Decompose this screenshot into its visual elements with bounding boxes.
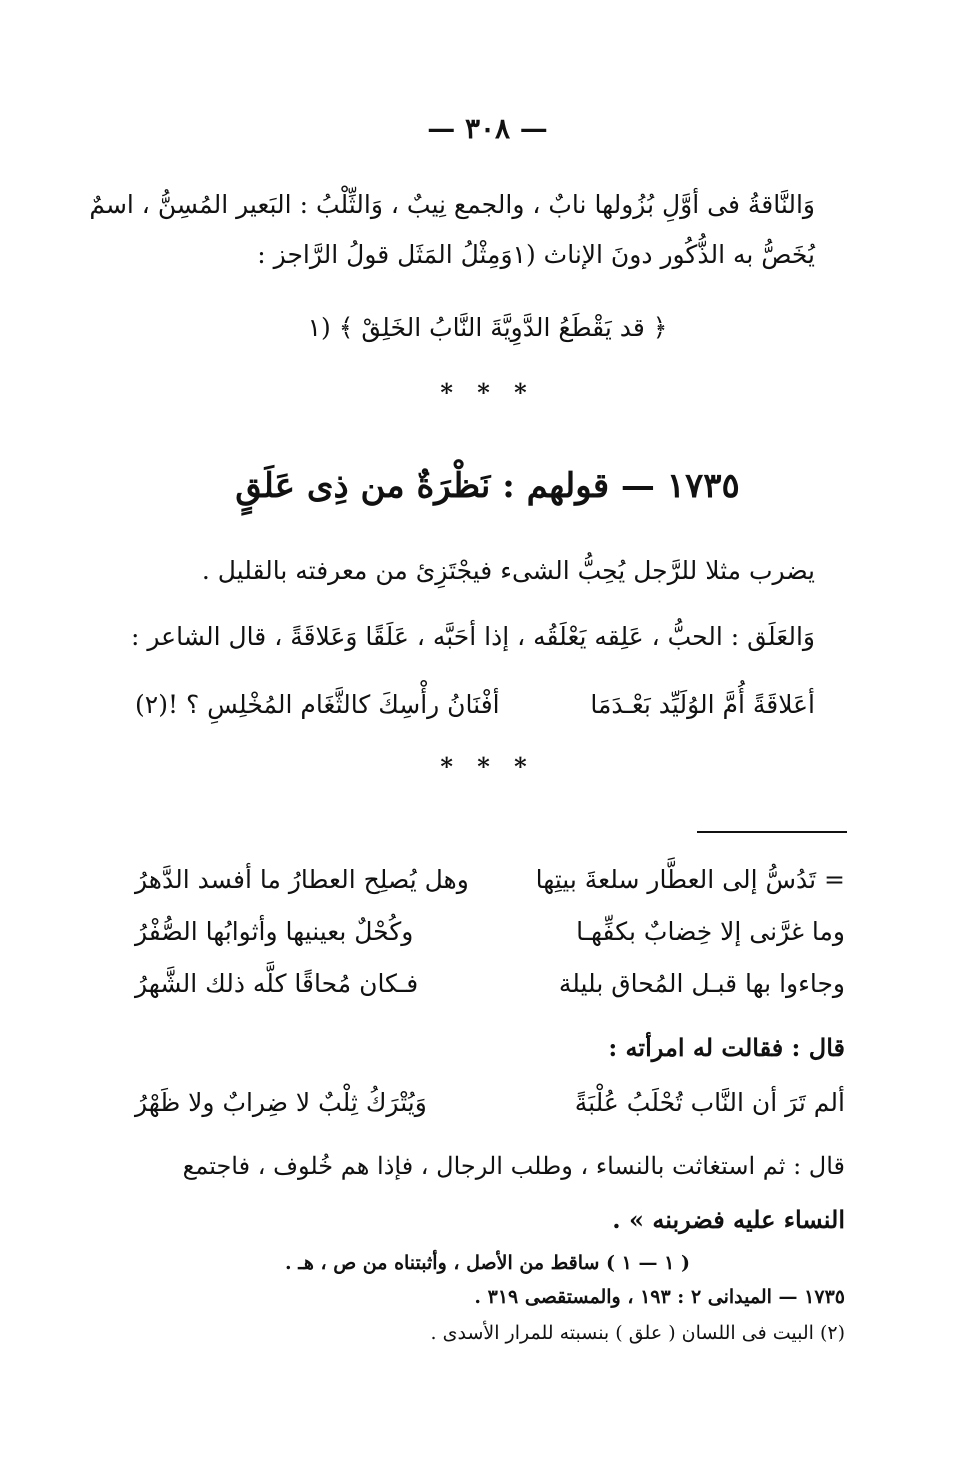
body-line-2: وَالعَلَق : الحبُّ ، عَلِقه يَعْلَقُه ، إذا أحَبَّه ، عَلَقًا وَعَلاقَةً ، قال الشاعر : <box>131 622 815 651</box>
footnote-verse-1-second: وهل يُصلِح العطارُ ما أفسد الدَّهرُ <box>135 865 469 894</box>
verse-second-hemistich: أفْنَانُ رأْسِكَ كالثَّغَام المُخْلِسِ ؟ !(٢) <box>135 690 500 719</box>
footnote-verse-1 <box>135 865 845 915</box>
footnote-verse-4 <box>135 1088 845 1138</box>
proverb-heading: ١٧٣٥ — قولهم : نَظْرَةٌ من ذِى عَلَقٍ <box>235 466 740 506</box>
verse-first-hemistich: أعَلاقَةً أُمَّ الوُلَيِّد بَعْـدَمَا <box>590 690 815 719</box>
footnote-verse-3-second: فـكان مُحاقًا كلَّه ذلك الشَّهرُ <box>135 969 419 998</box>
footnote-verse-2 <box>135 917 845 967</box>
footnote-verse-4-first: ألم تَرَ أن النَّاب تُحْلَبُ عُلْبَةً <box>574 1088 845 1117</box>
footnote-verse-3 <box>135 969 845 1019</box>
rajaz-verse: ﴿ قد يَقْطَعُ الدَّوِيَّةَ النَّابُ الخَلِقْ ﴾ (١ <box>307 313 668 342</box>
body-line-1: يضرب مثلا للرَّجل يُحِبُّ الشىء فيجْتَزِئ من معرفته بالقليل . <box>201 556 815 585</box>
footnote-line-2: قال : ثم استغاثت بالنساء ، وطلب الرجال ، فإذا هم خُلوف ، فاجتمع <box>182 1152 845 1180</box>
footnote-verse-2-first: وما غرَّنى إلا خِضابٌ بكفِّهـا <box>576 917 845 946</box>
note-2: ١٧٣٥ — الميدانى ٢ : ١٩٣ ، والمستقصى ٣١٩ . <box>474 1286 845 1308</box>
footnote-verse-3-first: وجاءوا بها قبـل المُحاق بليلة <box>558 969 845 998</box>
section-separator-1: * * * <box>440 378 535 407</box>
note-1: ( ١ — ١ ) ساقط من الأصل ، وأثبتناه من ص ، هـ . <box>285 1252 690 1274</box>
section-separator-2: * * * <box>440 752 535 781</box>
intro-line-1: وَالنَّاقةُ فى أوَّلِ بُزُولها نابٌ ، والجمع نِيبٌ ، وَالثِّلْبُ : البَعير المُسِنُّ ، اسمٌ <box>89 190 815 219</box>
intro-line-2: يُخَصُّ به الذُّكُور دونَ الإناث (١وَمِثْلُ المَثَل قولُ الرَّاجز : <box>257 240 815 269</box>
note-3: (٢) البيت فى اللسان ( علق ) بنسبته للمرار الأسدى . <box>430 1322 845 1344</box>
footnote-verse-2-second: وكُحْلٌ بعينيها وأثوابُها الصُّفْرُ <box>135 917 414 946</box>
poet-verse <box>135 690 815 734</box>
footnote-line-1: قال : فقالت له امرأته : <box>608 1033 845 1062</box>
footnote-divider <box>697 831 847 833</box>
footnote-verse-4-second: وَيُتْرَكُ ثِلْبٌ لا ضِرابٌ ولا ظَهْرُ <box>135 1088 427 1117</box>
page-number: — ٣٠٨ — <box>427 112 548 145</box>
footnote-verse-1-first: = تَدُسُّ إلى العطَّار سلعةَ بيتِها <box>535 865 845 894</box>
footnote-line-3: النساء عليه فضربنه » . <box>612 1205 845 1234</box>
